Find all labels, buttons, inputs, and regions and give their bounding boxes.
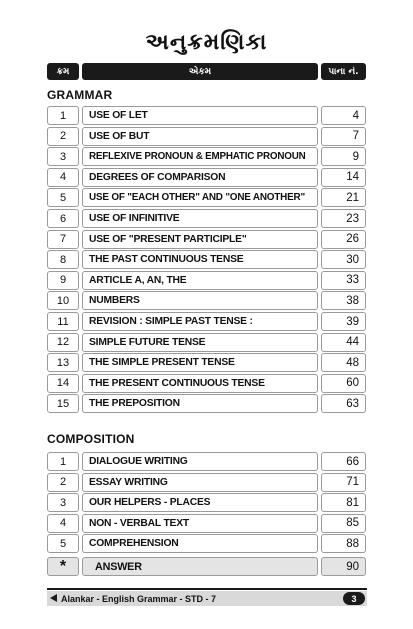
footer-title: Alankar - English Grammar - STD - 7 bbox=[61, 593, 217, 604]
row-topic: NON - VERBAL TEXT bbox=[82, 514, 318, 533]
row-page-number: 85 bbox=[321, 514, 366, 533]
row-topic: THE PAST CONTINUOUS TENSE bbox=[82, 250, 318, 269]
row-page-number: 48 bbox=[321, 353, 366, 372]
row-topic: SIMPLE FUTURE TENSE bbox=[82, 333, 318, 352]
row-number: 4 bbox=[47, 168, 79, 187]
row-number: 1 bbox=[47, 106, 79, 125]
table-row[interactable] bbox=[47, 353, 367, 372]
row-number: 10 bbox=[47, 291, 79, 310]
header-unit: એકમ bbox=[82, 63, 318, 80]
row-number: 9 bbox=[47, 271, 79, 290]
row-number: 6 bbox=[47, 209, 79, 228]
header-serial-number: ક્રમ bbox=[47, 63, 79, 80]
row-page-number: 26 bbox=[321, 230, 366, 249]
row-number: 2 bbox=[47, 127, 79, 146]
row-number: 12 bbox=[47, 333, 79, 352]
table-row[interactable] bbox=[47, 493, 367, 512]
page-title: અનુક્રમણિકા bbox=[145, 30, 268, 55]
row-number: 15 bbox=[47, 394, 79, 413]
row-page-number: 60 bbox=[321, 374, 366, 393]
footer-rule bbox=[47, 588, 367, 590]
row-number: 13 bbox=[47, 353, 79, 372]
row-page-number: 66 bbox=[321, 452, 366, 471]
row-number: 2 bbox=[47, 473, 79, 492]
table-row[interactable] bbox=[47, 271, 367, 290]
table-row[interactable] bbox=[47, 394, 367, 413]
row-number: 8 bbox=[47, 250, 79, 269]
row-page-number: 21 bbox=[321, 188, 366, 207]
row-page-number: 81 bbox=[321, 493, 366, 512]
answer-topic: ANSWER bbox=[82, 557, 318, 576]
table-row[interactable] bbox=[47, 250, 367, 269]
table-row[interactable] bbox=[47, 452, 367, 471]
row-topic: ESSAY WRITING bbox=[82, 473, 318, 492]
table-row[interactable] bbox=[47, 127, 367, 146]
page-number-badge: 3 bbox=[343, 592, 365, 605]
footer-bar bbox=[47, 591, 367, 606]
header-page-number: પાના નં. bbox=[321, 63, 366, 80]
row-page-number: 71 bbox=[321, 473, 366, 492]
row-topic: THE SIMPLE PRESENT TENSE bbox=[82, 353, 318, 372]
table-row[interactable] bbox=[47, 147, 367, 166]
row-page-number: 44 bbox=[321, 333, 366, 352]
row-number: 1 bbox=[47, 452, 79, 471]
answer-row[interactable] bbox=[47, 557, 367, 576]
row-number: 11 bbox=[47, 312, 79, 331]
row-topic: USE OF INFINITIVE bbox=[82, 209, 318, 228]
row-topic: REVISION : SIMPLE PAST TENSE : bbox=[82, 312, 318, 331]
row-topic: NUMBERS bbox=[82, 291, 318, 310]
table-row[interactable] bbox=[47, 230, 367, 249]
row-page-number: 4 bbox=[321, 106, 366, 125]
row-page-number: 7 bbox=[321, 127, 366, 146]
row-topic: THE PRESENT CONTINUOUS TENSE bbox=[82, 374, 318, 393]
row-number: 4 bbox=[47, 514, 79, 533]
row-topic: THE PREPOSITION bbox=[82, 394, 318, 413]
row-page-number: 63 bbox=[321, 394, 366, 413]
section-heading-grammar: GRAMMAR bbox=[47, 88, 113, 102]
table-row[interactable] bbox=[47, 473, 367, 492]
row-page-number: 33 bbox=[321, 271, 366, 290]
table-row[interactable] bbox=[47, 106, 367, 125]
table-row[interactable] bbox=[47, 168, 367, 187]
row-number: 3 bbox=[47, 493, 79, 512]
row-topic: OUR HELPERS - PLACES bbox=[82, 493, 318, 512]
row-page-number: 88 bbox=[321, 534, 366, 553]
row-topic: ARTICLE A, AN, THE bbox=[82, 271, 318, 290]
answer-marker: * bbox=[47, 557, 79, 576]
row-page-number: 14 bbox=[321, 168, 366, 187]
table-row[interactable] bbox=[47, 374, 367, 393]
row-number: 5 bbox=[47, 534, 79, 553]
row-page-number: 38 bbox=[321, 291, 366, 310]
row-topic: USE OF BUT bbox=[82, 127, 318, 146]
row-page-number: 30 bbox=[321, 250, 366, 269]
row-topic: USE OF LET bbox=[82, 106, 318, 125]
row-topic: DEGREES OF COMPARISON bbox=[82, 168, 318, 187]
row-page-number: 9 bbox=[321, 147, 366, 166]
row-number: 5 bbox=[47, 188, 79, 207]
table-row[interactable] bbox=[47, 534, 367, 553]
row-topic: USE OF "EACH OTHER" AND "ONE ANOTHER" bbox=[82, 188, 318, 207]
section-heading-composition: COMPOSITION bbox=[47, 432, 135, 446]
row-topic: COMPREHENSION bbox=[82, 534, 318, 553]
row-page-number: 39 bbox=[321, 312, 366, 331]
row-number: 7 bbox=[47, 230, 79, 249]
answer-page: 90 bbox=[321, 557, 366, 576]
table-row[interactable] bbox=[47, 333, 367, 352]
row-topic: REFLEXIVE PRONOUN & EMPHATIC PRONOUN bbox=[82, 147, 318, 166]
row-topic: DIALOGUE WRITING bbox=[82, 452, 318, 471]
table-row[interactable] bbox=[47, 514, 367, 533]
row-number: 3 bbox=[47, 147, 79, 166]
table-row[interactable] bbox=[47, 188, 367, 207]
table-row[interactable] bbox=[47, 291, 367, 310]
row-topic: USE OF "PRESENT PARTICIPLE" bbox=[82, 230, 318, 249]
table-row[interactable] bbox=[47, 209, 367, 228]
table-row[interactable] bbox=[47, 312, 367, 331]
row-number: 14 bbox=[47, 374, 79, 393]
row-page-number: 23 bbox=[321, 209, 366, 228]
left-arrow-icon bbox=[50, 594, 57, 602]
